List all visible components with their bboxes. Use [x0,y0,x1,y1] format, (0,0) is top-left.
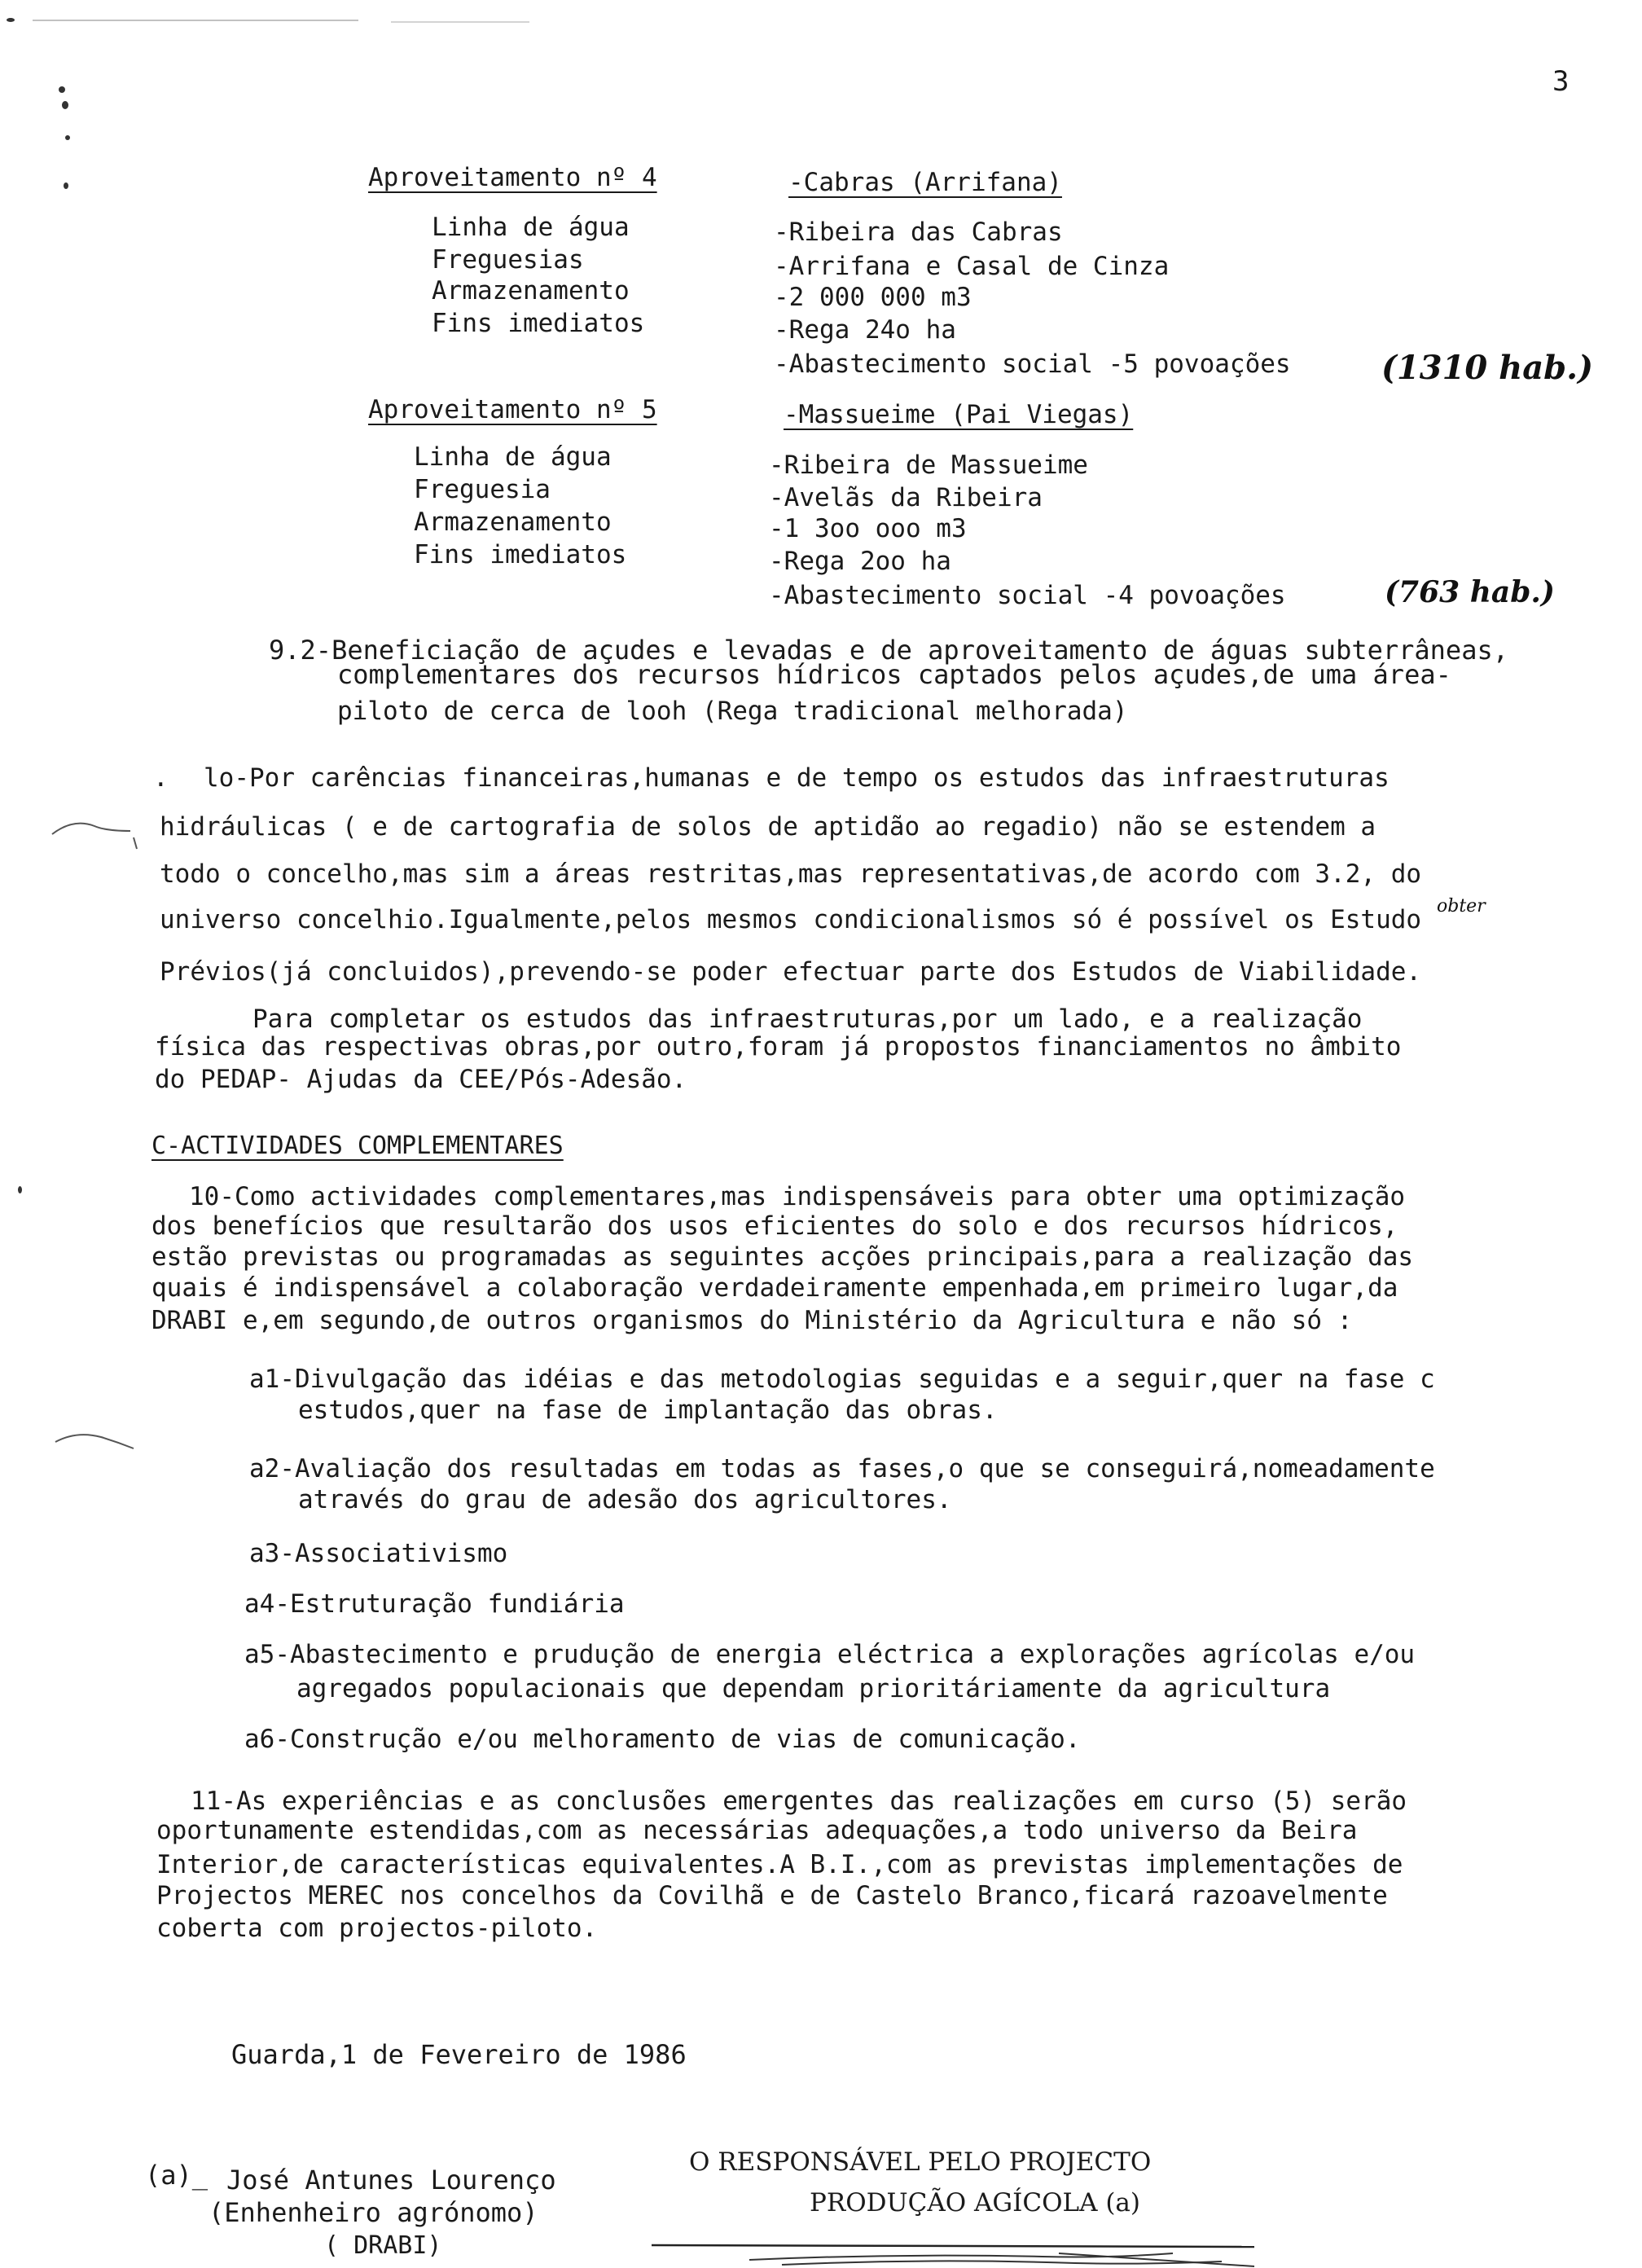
para-11-line: Interior,de características equivalentes.A B.I.,com as previstas implementações de [156,1850,1403,1879]
scan-speck [7,18,15,22]
para-11-line: 11-As experiências e as conclusões emergentes das realizações em curso (5) serão [191,1787,1407,1816]
para-completar-line: física das respectivas obras,por outro,foram já propostos financiamentos no âmbito [155,1032,1402,1061]
field-label: Armazenamento [432,276,630,305]
field-label: Armazenamento [414,508,612,537]
footnote-prefix: (a)_ [145,2160,209,2191]
action-a4-line: a4-Estruturação fundiária [244,1589,625,1619]
field-value: -Arrifana e Casal de Cinza [774,252,1170,281]
field-value: -Ribeira de Massueime [769,451,1088,480]
field-label: Linha de água [414,442,612,472]
margin-mark [49,807,147,855]
para-11-line: oportunamente estendidas,com as necessárias adequações,a todo universo da Beira [156,1816,1358,1845]
bullet-dot: . [153,763,169,793]
scan-speck [391,21,529,23]
scan-speck [62,101,68,109]
action-a2-line: a2-Avaliação dos resultadas em todas as fases,o que se conseguirá,nomeadamente [249,1454,1435,1483]
footnote-name: José Antunes Lourenço [226,2165,556,2195]
scan-speck [18,1186,22,1193]
scan-speck [64,182,68,189]
place-date: Guarda,1 de Fevereiro de 1986 [231,2039,687,2070]
para-10-line: todo o concelho,mas sim a áreas restritas,mas representativas,de acordo com 3.2, do [160,859,1422,889]
scan-speck [59,86,65,93]
field-value: -2 000 000 m3 [774,283,972,312]
para-10b-line: 10-Como actividades complementares,mas indispensáveis para obter uma optimização [189,1182,1406,1211]
signature-title: O RESPONSÁVEL PELO PROJECTO [689,2147,1152,2177]
aproveitamento-5-title: Aproveitamento nº 5 [368,395,657,424]
footnote-role: (Enhenheiro agrónomo) [209,2197,538,2228]
para-10-line: Prévios(já concluidos),prevendo-se poder efectuar parte dos Estudos de Viabilidade. [160,957,1422,987]
field-label: Fins imediatos [414,540,627,569]
para-10-line: lo-Por carências financeiras,humanas e de tempo os estudos das infraestruturas [204,763,1390,793]
field-value: -Rega 2oo ha [769,547,951,576]
para-10b-line: quais é indispensável a colaboração verdadeiramente empenhada,em primeiro lugar,da [151,1273,1398,1303]
section-c-title: C-ACTIVIDADES COMPLEMENTARES [151,1132,564,1160]
page-number: 3 [1552,65,1570,98]
field-value: -1 3oo ooo m3 [769,514,967,543]
action-a5-line: a5-Abastecimento e prudução de energia eléctrica a explorações agrícolas e/ou [244,1640,1416,1669]
para-completar-line: Para completar os estudos das infraestruturas,por um lado, e a realização [252,1004,1363,1034]
action-a6-line: a6-Construção e/ou melhoramento de vias de comunicação. [244,1725,1081,1754]
signature-scribble [652,2229,1271,2268]
para-11-line: Projectos MEREC nos concelhos da Covilhã e de Castelo Branco,ficará razoavelmente [156,1881,1388,1910]
field-value: -Avelãs da Ribeira [769,483,1043,512]
para-10b-line: dos benefícios que resultarão dos usos eficientes do solo e dos recursos hídricos, [151,1211,1398,1241]
field-value: -Abastecimento social -4 povoações [769,581,1286,610]
handwritten-insertion: obter [1437,896,1486,916]
item-9-2-line: complementares dos recursos hídricos captados pelos açudes,de uma área- [337,659,1451,690]
action-a5-line: agregados populacionais que dependam prioritáriamente da agricultura [296,1674,1331,1703]
field-value: -Ribeira das Cabras [774,218,1063,247]
aproveitamento-5-name: -Massueime (Pai Viegas) [784,400,1134,429]
scan-speck [33,20,358,21]
field-label: Fins imediatos [432,309,645,338]
field-label: Linha de água [432,213,630,242]
para-completar-line: do PEDAP- Ajudas da CEE/Pós-Adesão. [155,1065,687,1094]
field-value: -Abastecimento social -5 povoações [774,349,1291,379]
signature-subtitle: PRODUÇÃO AGÍCOLA (a) [810,2188,1140,2217]
aproveitamento-4-name: -Cabras (Arrifana) [788,168,1062,197]
aproveitamento-4-title: Aproveitamento nº 4 [368,163,657,192]
handwritten-note: (1310 hab.) [1381,349,1593,387]
para-10b-line: estão previstas ou programadas as seguintes acções principais,para a realização das [151,1242,1414,1272]
para-10-line: hidráulicas ( e de cartografia de solos de aptidão ao regadio) não se estendem a [160,812,1376,842]
para-10b-line: DRABI e,em segundo,de outros organismos do Ministério da Agricultura e não só : [151,1306,1353,1335]
field-label: Freguesias [432,245,584,275]
field-value: -Rega 24o ha [774,315,956,345]
action-a1-line: estudos,quer na fase de implantação das obras. [298,1396,998,1425]
action-a1-line: a1-Divulgação das idéias e das metodologias seguidas e a seguir,quer na fase c [249,1365,1435,1394]
action-a3-line: a3-Associativismo [249,1539,508,1568]
field-label: Freguesia [414,475,551,504]
margin-mark [52,1426,142,1466]
footnote-org: ( DRABI) [324,2231,442,2260]
handwritten-note: (763 hab.) [1385,575,1555,609]
para-11-line: coberta com projectos-piloto. [156,1914,598,1943]
item-9-2-line: 9.2-Beneficiação de açudes e levadas e de aproveitamento de águas subterrâneas, [269,635,1508,666]
scan-speck [65,135,70,140]
para-10-line: universo concelhio.Igualmente,pelos mesmos condicionalismos só é possível os Estudo [160,905,1422,934]
item-9-2-line: piloto de cerca de looh (Rega tradicional melhorada) [337,697,1128,726]
action-a2-line: através do grau de adesão dos agricultores. [298,1485,952,1514]
